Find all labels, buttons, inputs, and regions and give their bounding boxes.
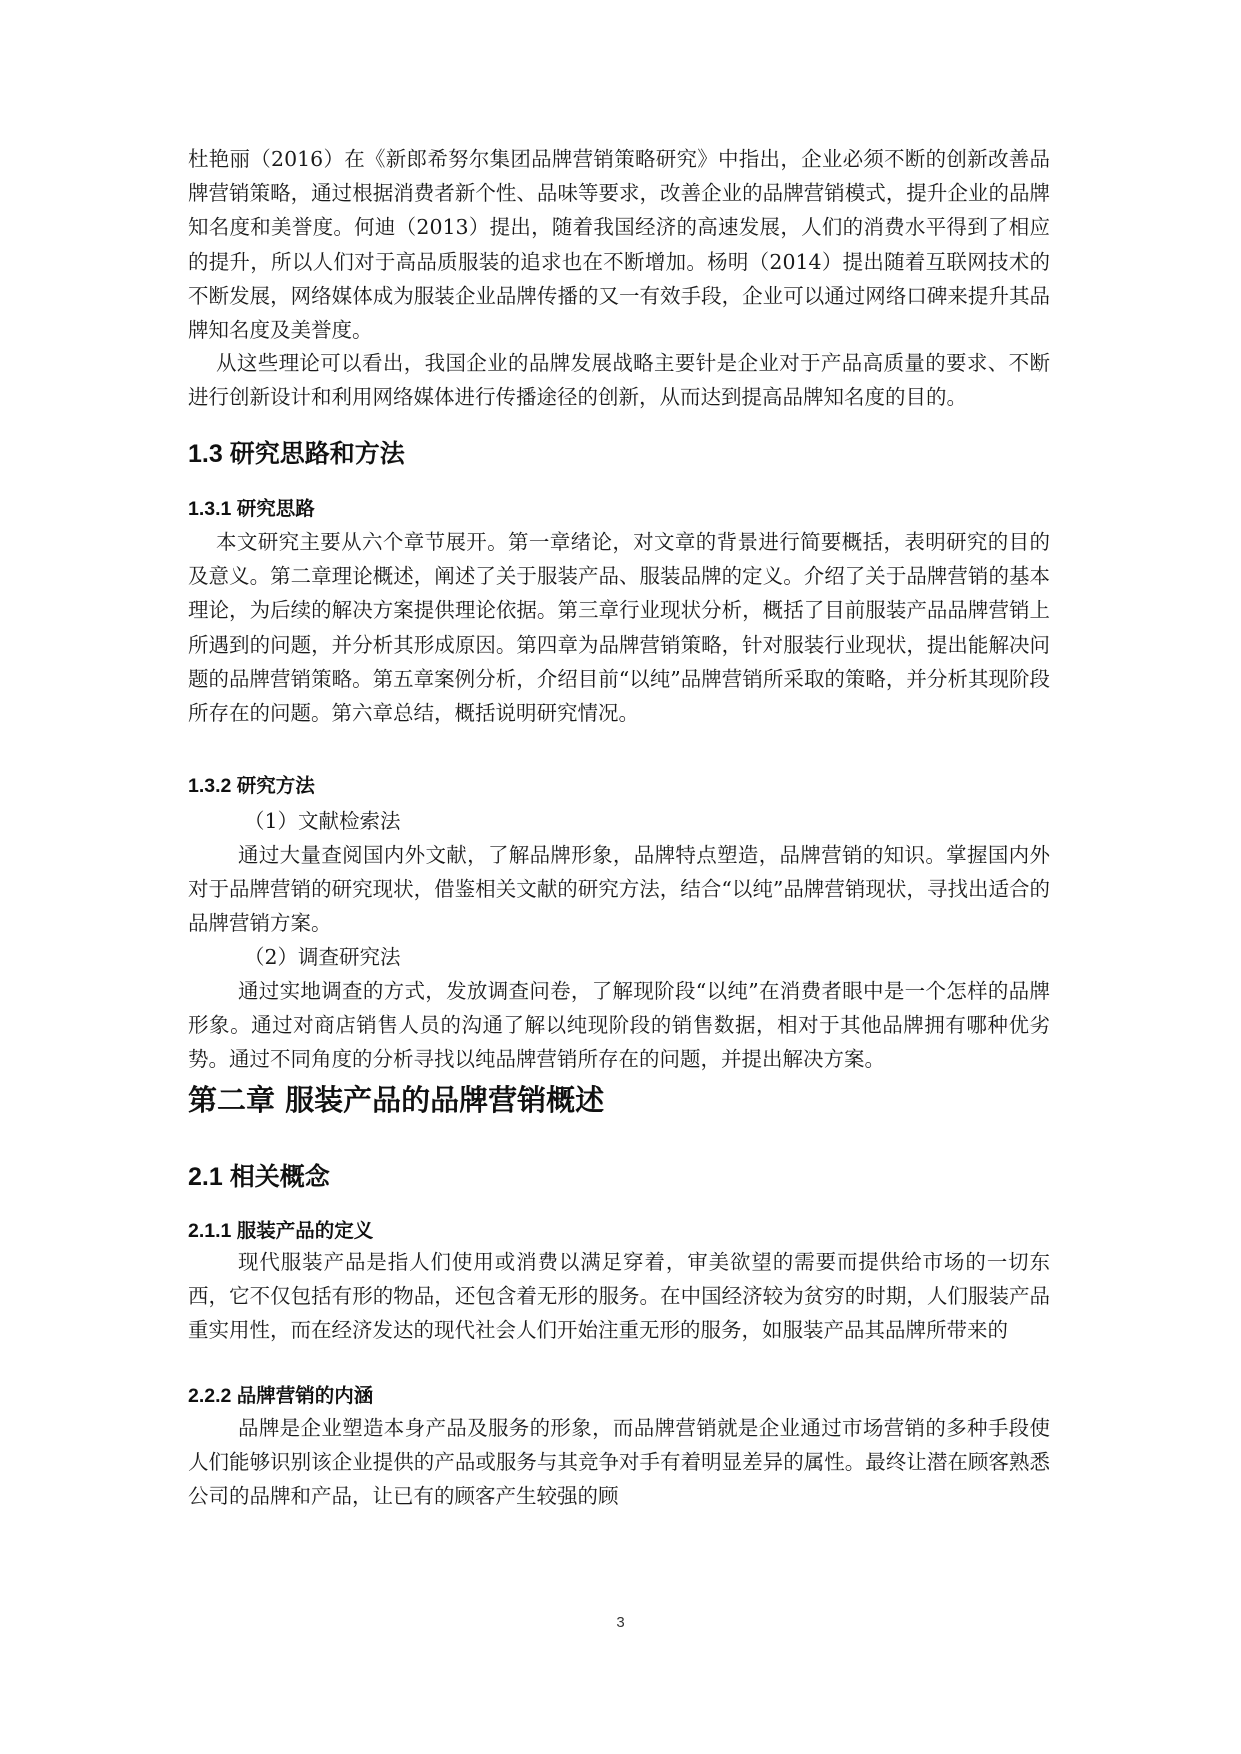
paragraph-brand-marketing: 品牌是企业塑造本身产品及服务的形象，而品牌营销就是企业通过市场营销的多种手段使人们能够识别该企业提供的产品或服务与其竞争对手有着明显差异的属性。最终让潜在顾客熟悉公司的品牌和产品，让已有的顾客产生较强的顾 xyxy=(188,1416,1050,1509)
heading-subsection-1-3-1: 1.3.1 研究思路 xyxy=(188,498,315,520)
chapter-2-title: 第二章 服装产品的品牌营销概述 xyxy=(188,1083,605,1117)
paragraph-product-definition: 现代服装产品是指人们使用或消费以满足穿着，审美欲望的需要而提供给市场的一切东西，它不仅包括有形的物品，还包含着无形的服务。在中国经济较为贫穷的时期，人们服装产品重实用性，而在经济发达的现代社会人们开始注重无形的服务，如服装产品其品牌所带来的 xyxy=(188,1250,1050,1343)
method-1-text: 通过大量查阅国内外文献，了解品牌形象，品牌特点塑造，品牌营销的知识。掌握国内外对于品牌营销的研究现状，借鉴相关文献的研究方法，结合“以纯”品牌营销现状，寻找出适合的品牌营销方案。 xyxy=(188,843,1050,936)
method-2-title: （2）调查研究法 xyxy=(244,945,401,969)
heading-subsection-2-1-1: 2.1.1 服装产品的定义 xyxy=(188,1220,374,1242)
method-2-text: 通过实地调查的方式，发放调查问卷，了解现阶段“以纯”在消费者眼中是一个怎样的品牌形象。通过对商店销售人员的沟通了解以纯现阶段的销售数据，相对于其他品牌拥有哪种优劣势。通过不同角度的分析寻找以纯品牌营销所存在的问题，并提出解决方案。 xyxy=(188,979,1050,1072)
heading-section-2-1: 2.1 相关概念 xyxy=(188,1163,330,1191)
heading-section-1-3: 1.3 研究思路和方法 xyxy=(188,440,405,468)
heading-subsection-1-3-2: 1.3.2 研究方法 xyxy=(188,775,315,797)
paragraph-literature-review: 杜艳丽（2016）在《新郎希努尔集团品牌营销策略研究》中指出，企业必须不断的创新改善品牌营销策略，通过根据消费者新个性、品味等要求，改善企业的品牌营销模式，提升企业的品牌知名度和美誉度。何迪（2013）提出，随着我国经济的高速发展，人们的消费水平得到了相应的提升，所以人们对于高品质服装的追求也在不断增加。杨明（2014）提出随着互联网技术的不断发展，网络媒体成为服装企业品牌传播的又一有效手段，企业可以通过网络口碑来提升其品牌知名度及美誉度。 xyxy=(188,147,1050,343)
paragraph-theory-summary: 从这些理论可以看出，我国企业的品牌发展战略主要针是企业对于产品高质量的要求、不断进行创新设计和利用网络媒体进行传播途径的创新，从而达到提高品牌知名度的目的。 xyxy=(188,351,1050,410)
page-number: 3 xyxy=(616,1614,625,1631)
paragraph-research-outline: 本文研究主要从六个章节展开。第一章绪论，对文章的背景进行简要概括，表明研究的目的及意义。第二章理论概述，阐述了关于服装产品、服装品牌的定义。介绍了关于品牌营销的基本理论，为后续的解决方案提供理论依据。第三章行业现状分析，概括了目前服装产品品牌营销上所遇到的问题，并分析其形成原因。第四章为品牌营销策略，针对服装行业现状，提出能解决问题的品牌营销策略。第五章案例分析，介绍目前“以纯”品牌营销所采取的策略，并分析其现阶段所存在的问题。第六章总结，概括说明研究情况。 xyxy=(188,530,1050,726)
heading-subsection-2-2-2: 2.2.2 品牌营销的内涵 xyxy=(188,1385,374,1407)
method-1-title: （1）文献检索法 xyxy=(244,809,401,833)
